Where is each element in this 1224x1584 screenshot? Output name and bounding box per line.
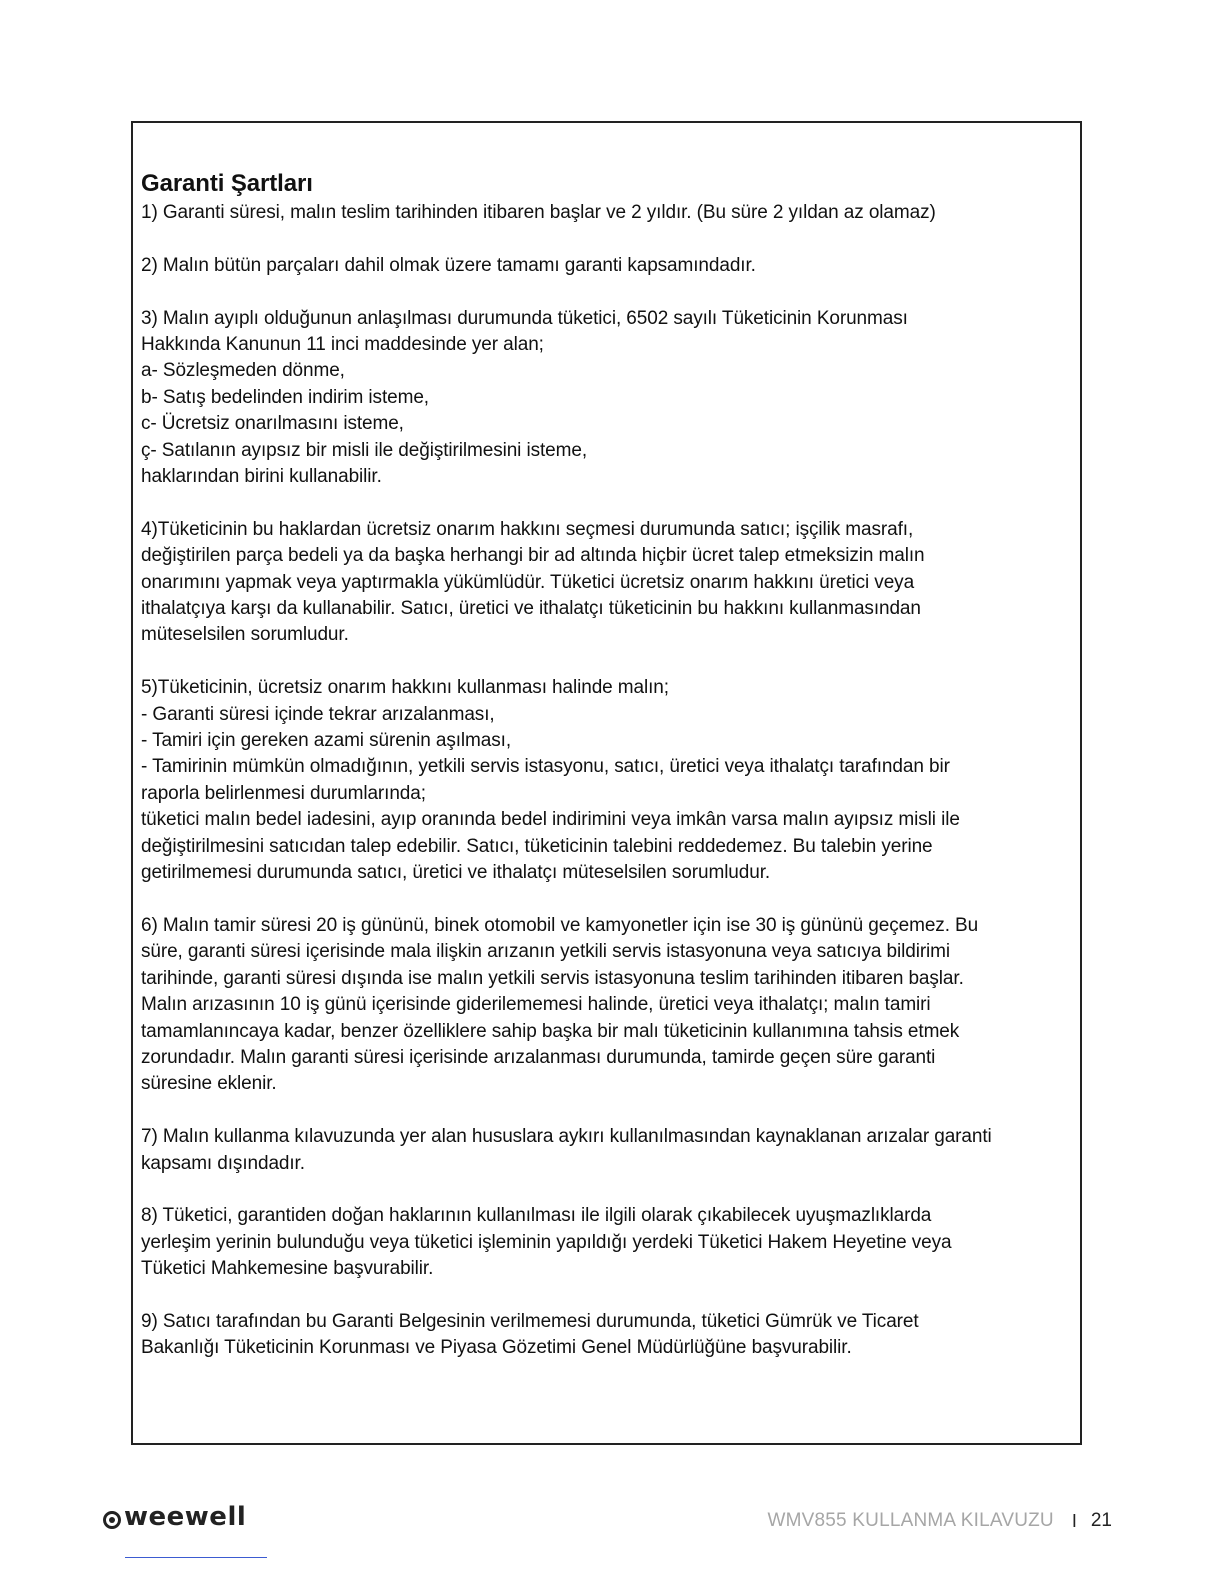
- paragraph-line: yerleşim yerinin bulunduğu veya tüketici işleminin yapıldığı yerdeki Tüketici Hakem Heyetine veya: [141, 1231, 952, 1253]
- paragraph-line: 6) Malın tamir süresi 20 iş gününü, binek otomobil ve kamyonetler için ise 30 iş gününü geçemez. Bu: [141, 914, 979, 936]
- paragraph-line: 4)Tüketicinin bu haklardan ücretsiz onarım hakkını seçmesi durumunda satıcı; işçilik masrafı,: [141, 518, 914, 540]
- paragraph-list: [141, 200, 1071, 1362]
- paragraph-line: müteselsilen sorumludur.: [141, 624, 349, 646]
- paragraph-line: Tüketici Mahkemesine başvurabilir.: [141, 1258, 434, 1280]
- paragraph-line: a- Sözleşmeden dönme,: [141, 360, 345, 382]
- paragraph: [141, 1309, 1071, 1362]
- paragraph-line: haklarından birini kullanabilir.: [141, 466, 382, 488]
- paragraph-line: ithalatçıya karşı da kullanabilir. Satıcı, üretici ve ithalatçı tüketicinin bu hakkını kullanmasından: [141, 598, 921, 620]
- paragraph-line: değiştirilmesini satıcıdan talep edebilir. Satıcı, tüketicinin talebini reddedemez. Bu talebin yerine: [141, 835, 933, 857]
- footer-separator: I: [1071, 1510, 1077, 1531]
- paragraph: [141, 517, 1071, 649]
- page-title: Garanti Şartları: [141, 170, 313, 197]
- brand-logo: [103, 1500, 246, 1534]
- logo-text: weewell: [124, 1502, 247, 1532]
- paragraph-line: 9) Satıcı tarafından bu Garanti Belgesinin verilmemesi durumunda, tüketici Gümrük ve Ticaret: [141, 1310, 919, 1332]
- paragraph-line: tüketici malın bedel iadesini, ayıp oranında bedel indirimini veya imkân varsa malın ayıpsız misli ile: [141, 809, 960, 831]
- paragraph-line: - Tamiri için gereken azami sürenin aşılması,: [141, 730, 512, 752]
- paragraph-line: b- Satış bedelinden indirim isteme,: [141, 386, 429, 408]
- paragraph-line: 7) Malın kullanma kılavuzunda yer alan hususlara aykırı kullanılmasından kaynaklanan arızalar garanti: [141, 1126, 992, 1148]
- paragraph-line: 5)Tüketicinin, ücretsiz onarım hakkını kullanması halinde malın;: [141, 677, 669, 699]
- paragraph-line: 2) Malın bütün parçaları dahil olmak üzere tamamı garanti kapsamındadır.: [141, 254, 756, 276]
- page-number: 21: [1090, 1510, 1112, 1531]
- logo-circle-icon: [103, 1511, 121, 1529]
- paragraph-line: c- Ücretsiz onarılmasını isteme,: [141, 413, 404, 435]
- paragraph-line: 1) Garanti süresi, malın teslim tarihinden itibaren başlar ve 2 yıldır. (Bu süre 2 yıldan az olamaz): [141, 202, 936, 223]
- paragraph-line: 3) Malın ayıplı olduğunun anlaşılması durumunda tüketici, 6502 sayılı Tüketicinin Korunması: [141, 307, 908, 329]
- bottom-rule: [125, 1557, 267, 1558]
- paragraph-line: değiştirilen parça bedeli ya da başka herhangi bir ad altında hiçbir ücret talep etmeksizin malın: [141, 545, 925, 567]
- warranty-terms: [141, 168, 1071, 1362]
- paragraph-line: Hakkında Kanunun 11 inci maddesinde yer alan;: [141, 334, 544, 355]
- paragraph-line: Malın arızasının 10 iş günü içerisinde giderilememesi halinde, üretici veya ithalatçı; malın tamiri: [141, 994, 931, 1016]
- paragraph: [141, 1203, 1071, 1282]
- paragraph-line: tarihinde, garanti süresi dışında ise malın yetkili servis istasyonuna teslim tarihinden itibaren başlar.: [141, 967, 964, 989]
- paragraph-line: ç- Satılanın ayıpsız bir misli ile değiştirilmesini isteme,: [141, 439, 588, 461]
- paragraph: [141, 913, 1071, 1098]
- paragraph: [141, 253, 1071, 279]
- paragraph-line: - Tamirinin mümkün olmadığının, yetkili servis istasyonu, satıcı, üretici veya ithalatçı tarafından bir: [141, 756, 950, 778]
- paragraph-line: raporla belirlenmesi durumlarında;: [141, 782, 426, 804]
- manual-title: WMV855 KULLANMA KILAVUZU: [767, 1510, 1054, 1531]
- paragraph: [141, 675, 1071, 886]
- paragraph-line: Bakanlığı Tüketicinin Korunması ve Piyasa Gözetimi Genel Müdürlüğüne başvurabilir.: [141, 1337, 852, 1359]
- paragraph: [141, 200, 1071, 226]
- paragraph-line: 8) Tüketici, garantiden doğan haklarının kullanılması ile ilgili olarak çıkabilecek uyuşmazlıklarda: [141, 1205, 932, 1227]
- paragraph-line: süresine eklenir.: [141, 1073, 277, 1095]
- paragraph-line: kapsamı dışındadır.: [141, 1152, 305, 1174]
- paragraph-line: getirilmemesi durumunda satıcı, üretici ve ithalatçı müteselsilen sorumludur.: [141, 862, 771, 884]
- paragraph-line: tamamlanıncaya kadar, benzer özelliklere sahip başka bir malı tüketicinin kullanımına tahsis etmek: [141, 1020, 960, 1042]
- paragraph-line: - Garanti süresi içinde tekrar arızalanması,: [141, 703, 495, 725]
- paragraph-line: onarımını yapmak veya yaptırmakla yükümlüdür. Tüketici ücretsiz onarım hakkını üretici veya: [141, 571, 915, 593]
- paragraph-line: zorundadır. Malın garanti süresi içerisinde arızalanması durumunda, tamirde geçen süre garanti: [141, 1046, 936, 1068]
- paragraph: [141, 306, 1071, 491]
- paragraph-line: süre, garanti süresi içerisinde mala ilişkin arızanın yetkili servis istasyonuna veya satıcıya bildirimi: [141, 941, 951, 963]
- page-footer: [767, 1510, 1112, 1532]
- paragraph: [141, 1124, 1071, 1177]
